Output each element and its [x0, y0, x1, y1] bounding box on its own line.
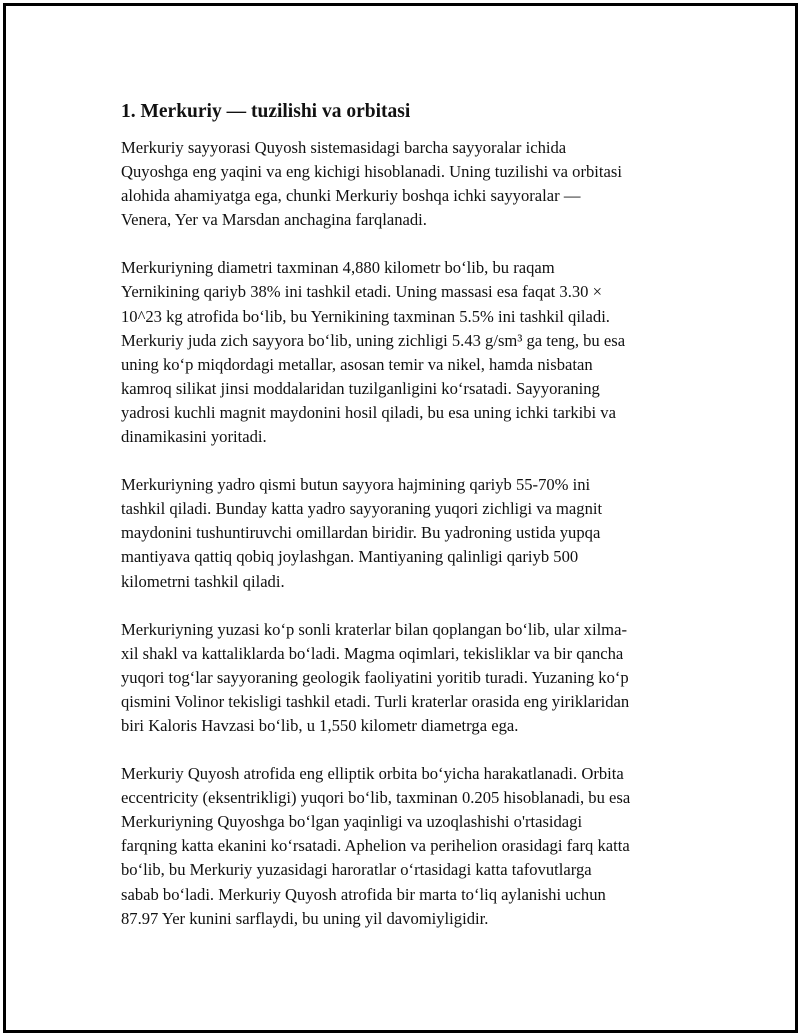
paragraph-core — [121, 473, 696, 593]
text-line: Quyoshga eng yaqini va eng kichigi hisoblanadi. Uning tuzilishi va orbitasi — [121, 162, 622, 182]
text-line: Merkuriyning yadro qismi butun sayyora hajmining qariyb 55-70% ini — [121, 475, 591, 495]
text-line: Merkuriy juda zich sayyora bo‘lib, uning zichligi 5.43 g/sm³ ga teng, bu esa — [121, 330, 626, 350]
text-line: 87.97 Yer kunini sarflaydi, bu uning yil davomiyligidir. — [121, 908, 489, 928]
text-line: xil shakl va kattaliklarda bo‘ladi. Magma oqimlari, tekisliklar va bir qancha — [121, 643, 624, 663]
text-line: Yernikining qariyb 38% ini tashkil etadi. Uning massasi esa faqat 3.30 × — [121, 282, 602, 302]
paragraph-orbit — [121, 762, 696, 931]
text-line: tashkil qiladi. Bunday katta yadro sayyoraning yuqori zichligi va magnit — [121, 499, 603, 519]
section-title: 1. Merkuriy — tuzilishi va orbitasi — [121, 101, 411, 122]
text-line: uning ko‘p miqdordagi metallar, asosan temir va nikel, hamda nisbatan — [121, 354, 593, 374]
text-line: alohida ahamiyatga ega, chunki Merkuriy boshqa ichki sayyoralar — — [121, 186, 581, 206]
text-line: Merkuriyning diametri taxminan 4,880 kilometr bo‘lib, bu raqam — [121, 258, 555, 278]
paragraph-surface — [121, 618, 696, 738]
text-line: Merkuriy sayyorasi Quyosh sistemasidagi barcha sayyoralar ichida — [121, 138, 567, 157]
text-line: qismini Volinor tekisligi tashkil etadi. Turli kraterlar orasida eng yiriklaridan — [121, 691, 630, 711]
text-line: Merkuriyning yuzasi ko‘p sonli kraterlar bilan qoplangan bo‘lib, ular xilma- — [121, 619, 627, 639]
text-line: yadrosi kuchli magnit maydonini hosil qiladi, bu esa uning ichki tarkibi va — [121, 402, 616, 422]
text-line: Merkuriy Quyosh atrofida eng elliptik orbita bo‘yicha harakatlanadi. Orbita — [121, 764, 624, 784]
text-line: kilometrni tashkil qiladi. — [121, 571, 285, 591]
text-line: sabab bo‘ladi. Merkuriy Quyosh atrofida bir marta to‘liq aylanishi uchun — [121, 884, 606, 904]
text-line: biri Kaloris Havzasi bo‘lib, u 1,550 kilometr diametrga ega. — [121, 715, 519, 735]
text-line: Venera, Yer va Marsdan anchagina farqlanadi. — [121, 210, 427, 230]
text-line: maydonini tushuntiruvchi omillardan biridir. Bu yadroning ustida yupqa — [121, 523, 601, 543]
paragraph-dimensions — [121, 256, 696, 449]
text-line: yuqori tog‘lar sayyoraning geologik faoliyatini yoritib turadi. Yuzaning ko‘p — [121, 667, 629, 687]
paragraph-intro — [121, 136, 696, 232]
text-line: 10^23 kg atrofida bo‘lib, bu Yernikining taxminan 5.5% ini tashkil qiladi. — [121, 306, 610, 326]
text-line: eccentricity (eksentrikligi) yuqori bo‘lib, taxminan 0.205 hisoblanadi, bu esa — [121, 788, 631, 808]
text-line: farqning katta ekanini ko‘rsatadi. Aphelion va perihelion orasidagi farq katta — [121, 836, 630, 856]
document-body — [121, 98, 696, 955]
text-line: Merkuriyning Quyoshga bo‘lgan yaqinligi va uzoqlashishi o'rtasidagi — [121, 812, 583, 832]
text-line: bo‘lib, bu Merkuriy yuzasidagi haroratlar o‘rtasidagi katta tafovutlarga — [121, 860, 592, 880]
text-line: kamroq silikat jinsi moddalaridan tuzilganligini ko‘rsatadi. Sayyoraning — [121, 378, 600, 398]
text-line: mantiyava qattiq qobiq joylashgan. Mantiyaning qalinligi qariyb 500 — [121, 547, 579, 567]
text-line: dinamikasini yoritadi. — [121, 427, 267, 447]
page-frame — [3, 3, 798, 1033]
